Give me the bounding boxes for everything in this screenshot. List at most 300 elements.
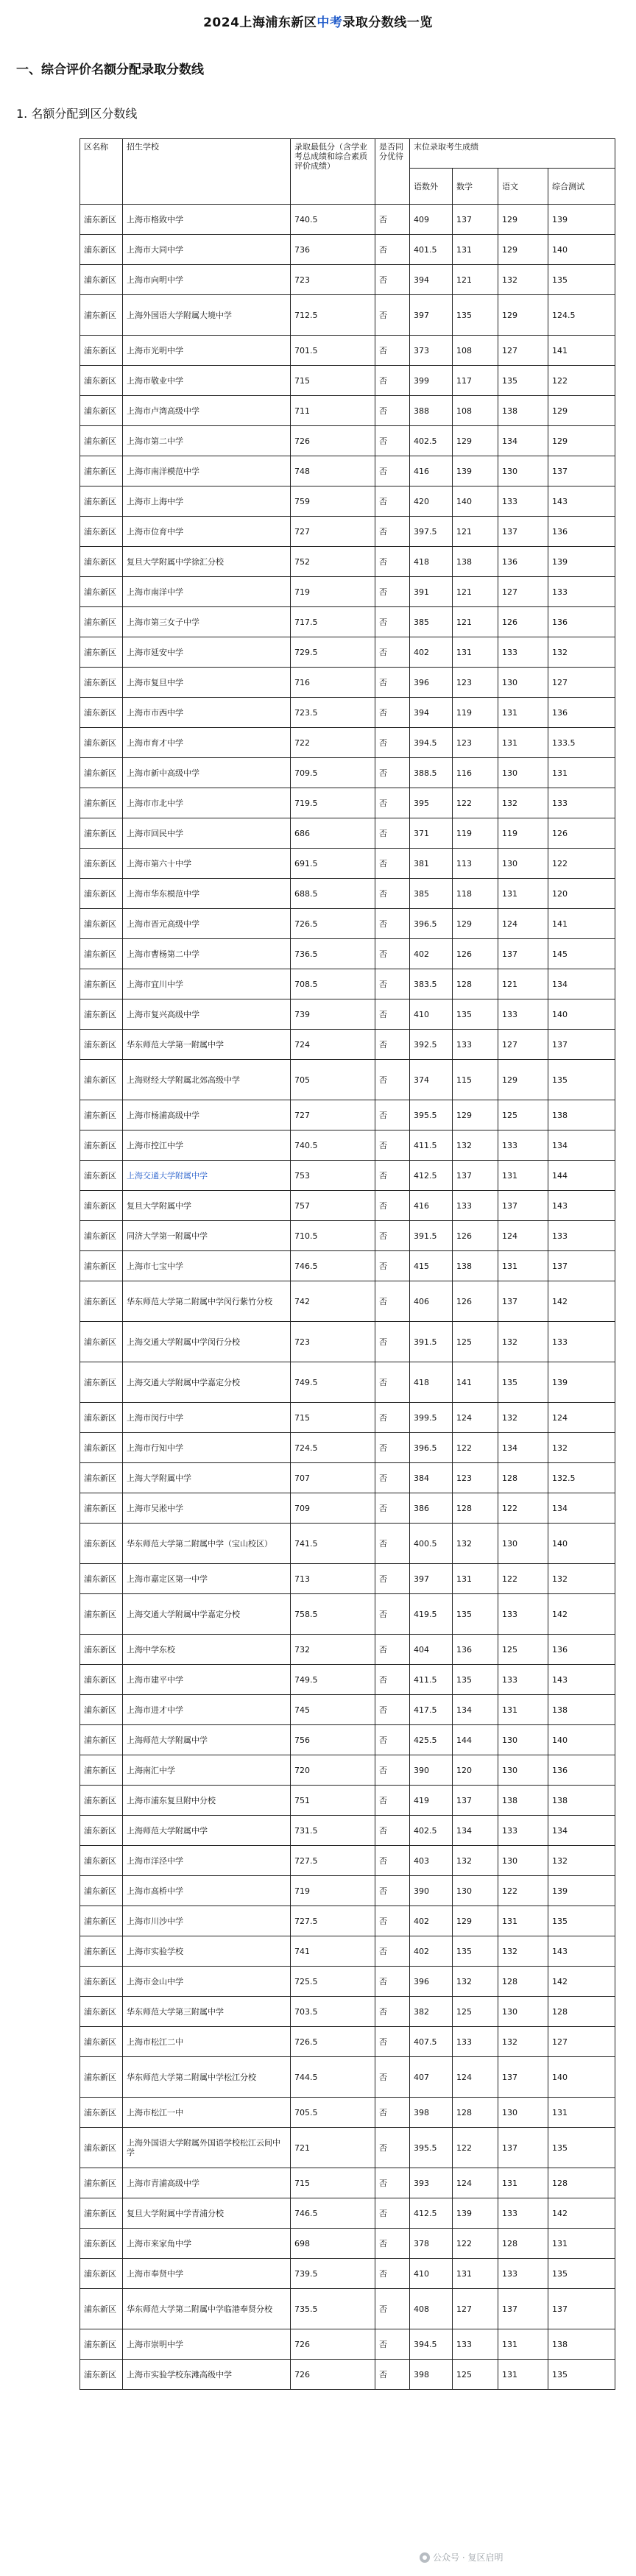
- cell-priority: 否: [375, 788, 410, 818]
- cell-ysw: 396.5: [410, 909, 453, 939]
- cell-priority: 否: [375, 577, 410, 607]
- cell-ysw: 396: [410, 668, 453, 698]
- cell-chinese: 133: [498, 2259, 548, 2289]
- cell-ysw: 384: [410, 1463, 453, 1493]
- cell-comp: 136: [548, 698, 615, 728]
- cell-math: 108: [453, 336, 498, 366]
- cell-comp: 128: [548, 1997, 615, 2027]
- cell-district: 浦东新区: [80, 1281, 123, 1322]
- table-row: [80, 1635, 615, 1665]
- table-row: [80, 456, 615, 486]
- cell-math: 115: [453, 1060, 498, 1100]
- cell-district: 浦东新区: [80, 1936, 123, 1967]
- table-row: [80, 2098, 615, 2128]
- cell-ysw: 408: [410, 2289, 453, 2329]
- cell-district: 浦东新区: [80, 1161, 123, 1191]
- cell-ysw: 388: [410, 396, 453, 426]
- cell-priority: 否: [375, 1251, 410, 1281]
- cell-ysw: 398: [410, 2098, 453, 2128]
- cell-chinese: 131: [498, 728, 548, 758]
- cell-priority: 否: [375, 1755, 410, 1786]
- cell-math: 127: [453, 2289, 498, 2329]
- cell-ysw: 410: [410, 999, 453, 1030]
- cell-chinese: 131: [498, 1251, 548, 1281]
- cell-school: 上海大学附属中学: [123, 1463, 291, 1493]
- cell-chinese: 127: [498, 336, 548, 366]
- cell-district: 浦东新区: [80, 1100, 123, 1130]
- cell-score: 732: [291, 1635, 375, 1665]
- cell-math: 137: [453, 1786, 498, 1816]
- cell-priority: 否: [375, 2098, 410, 2128]
- cell-school: 上海市实验学校东滩高级中学: [123, 2360, 291, 2390]
- cell-ysw: 371: [410, 818, 453, 849]
- cell-district: 浦东新区: [80, 909, 123, 939]
- cell-ysw: 402: [410, 939, 453, 969]
- cell-district: 浦东新区: [80, 2329, 123, 2360]
- cell-comp: 132: [548, 637, 615, 668]
- table-row: [80, 235, 615, 265]
- cell-priority: 否: [375, 2198, 410, 2229]
- cell-ysw: 419: [410, 1786, 453, 1816]
- cell-priority: 否: [375, 909, 410, 939]
- table-row: [80, 1846, 615, 1876]
- cell-comp: 134: [548, 1130, 615, 1161]
- cell-math: 137: [453, 205, 498, 235]
- cell-priority: 否: [375, 1030, 410, 1060]
- cell-ysw: 411.5: [410, 1130, 453, 1161]
- cell-ysw: 385: [410, 879, 453, 909]
- cell-school: 同济大学第一附属中学: [123, 1221, 291, 1251]
- cell-score: 713: [291, 1564, 375, 1594]
- cell-district: 浦东新区: [80, 265, 123, 295]
- cell-ysw: 417.5: [410, 1695, 453, 1725]
- cell-priority: 否: [375, 1846, 410, 1876]
- cell-math: 131: [453, 637, 498, 668]
- cell-school: 上海市第二中学: [123, 426, 291, 456]
- cell-math: 131: [453, 2259, 498, 2289]
- cell-score: 721: [291, 2128, 375, 2168]
- table-row: [80, 939, 615, 969]
- cell-chinese: 137: [498, 1191, 548, 1221]
- cell-chinese: 129: [498, 1060, 548, 1100]
- cell-score: 740.5: [291, 205, 375, 235]
- cell-score: 746.5: [291, 1251, 375, 1281]
- table-row: [80, 2128, 615, 2168]
- table-row: [80, 849, 615, 879]
- cell-priority: 否: [375, 849, 410, 879]
- cell-chinese: 130: [498, 2098, 548, 2128]
- cell-comp: 132.5: [548, 1463, 615, 1493]
- cell-ysw: 394: [410, 265, 453, 295]
- cell-score: 736.5: [291, 939, 375, 969]
- cell-priority: 否: [375, 668, 410, 698]
- cell-chinese: 132: [498, 788, 548, 818]
- table-row: [80, 1403, 615, 1433]
- cell-comp: 141: [548, 909, 615, 939]
- cell-comp: 140: [548, 235, 615, 265]
- score-table-wrapper: [80, 138, 615, 2390]
- cell-school: 上海市崇明中学: [123, 2329, 291, 2360]
- cell-school: 复旦大学附属中学徐汇分校: [123, 547, 291, 577]
- cell-chinese: 130: [498, 668, 548, 698]
- cell-school: 上海市大同中学: [123, 235, 291, 265]
- cell-school: 上海师范大学附属中学: [123, 1816, 291, 1846]
- cell-chinese: 135: [498, 366, 548, 396]
- cell-comp: 143: [548, 1191, 615, 1221]
- cell-chinese: 129: [498, 205, 548, 235]
- cell-ysw: 407.5: [410, 2027, 453, 2057]
- cell-score: 756: [291, 1725, 375, 1755]
- cell-comp: 137: [548, 2289, 615, 2329]
- cell-priority: 否: [375, 758, 410, 788]
- cell-district: 浦东新区: [80, 1463, 123, 1493]
- cell-district: 浦东新区: [80, 577, 123, 607]
- cell-math: 140: [453, 486, 498, 517]
- cell-district: 浦东新区: [80, 1130, 123, 1161]
- title-text: 2024上海浦东新区: [203, 15, 317, 30]
- title-highlight-link[interactable]: 中考: [317, 15, 343, 30]
- cell-comp: 143: [548, 486, 615, 517]
- cell-chinese: 130: [498, 1997, 548, 2027]
- cell-priority: 否: [375, 1161, 410, 1191]
- cell-school: 上海市第三女子中学: [123, 607, 291, 637]
- cell-ysw: 402.5: [410, 426, 453, 456]
- cell-math: 135: [453, 1594, 498, 1635]
- table-row: [80, 637, 615, 668]
- cell-chinese: 119: [498, 818, 548, 849]
- cell-chinese: 133: [498, 637, 548, 668]
- cell-priority: 否: [375, 1524, 410, 1564]
- cell-comp: 145: [548, 939, 615, 969]
- cell-school: 上海市市西中学: [123, 698, 291, 728]
- cell-comp: 127: [548, 668, 615, 698]
- cell-priority: 否: [375, 1876, 410, 1906]
- table-row: [80, 1251, 615, 1281]
- cell-ysw: 425.5: [410, 1725, 453, 1755]
- cell-chinese: 133: [498, 999, 548, 1030]
- cell-comp: 126: [548, 818, 615, 849]
- cell-math: 113: [453, 849, 498, 879]
- cell-math: 134: [453, 1695, 498, 1725]
- cell-chinese: 130: [498, 1846, 548, 1876]
- cell-math: 131: [453, 1564, 498, 1594]
- cell-chinese: 130: [498, 758, 548, 788]
- cell-priority: 否: [375, 2360, 410, 2390]
- cell-district: 浦东新区: [80, 969, 123, 999]
- cell-comp: 133: [548, 788, 615, 818]
- table-row: [80, 1876, 615, 1906]
- cell-school: 上海交通大学附属中学嘉定分校: [123, 1594, 291, 1635]
- header-min-score: 录取最低分（含学业考总成绩和综合素质评价成绩）: [291, 139, 375, 205]
- table-row: [80, 1493, 615, 1524]
- cell-school: 上海市杨浦高级中学: [123, 1100, 291, 1130]
- cell-comp: 127: [548, 2027, 615, 2057]
- cell-school: 上海市延安中学: [123, 637, 291, 668]
- cell-score: 731.5: [291, 1816, 375, 1846]
- cell-score: 716: [291, 668, 375, 698]
- page-title: [0, 12, 636, 30]
- cell-chinese: 124: [498, 909, 548, 939]
- cell-ysw: 391: [410, 577, 453, 607]
- cell-chinese: 132: [498, 1322, 548, 1362]
- cell-district: 浦东新区: [80, 1725, 123, 1755]
- cell-school: 上海外国语大学附属大境中学: [123, 295, 291, 336]
- cell-school: 上海市格致中学: [123, 205, 291, 235]
- cell-score: 723: [291, 1322, 375, 1362]
- cell-chinese: 126: [498, 607, 548, 637]
- cell-school: 华东师范大学第二附属中学闵行紫竹分校: [123, 1281, 291, 1322]
- cell-score: 752: [291, 547, 375, 577]
- cell-priority: 否: [375, 1635, 410, 1665]
- cell-comp: 133: [548, 1322, 615, 1362]
- cell-comp: 135: [548, 2259, 615, 2289]
- cell-chinese: 132: [498, 1936, 548, 1967]
- cell-priority: 否: [375, 235, 410, 265]
- cell-math: 133: [453, 2027, 498, 2057]
- cell-ysw: 374: [410, 1060, 453, 1100]
- table-row: [80, 1665, 615, 1695]
- cell-chinese: 129: [498, 295, 548, 336]
- cell-priority: 否: [375, 818, 410, 849]
- cell-comp: 136: [548, 517, 615, 547]
- cell-chinese: 124: [498, 1221, 548, 1251]
- header-priority: 是否同分优待: [375, 139, 410, 205]
- cell-district: 浦东新区: [80, 1030, 123, 1060]
- cell-comp: 135: [548, 2360, 615, 2390]
- cell-priority: 否: [375, 486, 410, 517]
- header-comprehensive: 综合测试: [548, 169, 615, 205]
- cell-priority: 否: [375, 1665, 410, 1695]
- cell-district: 浦东新区: [80, 999, 123, 1030]
- cell-math: 121: [453, 517, 498, 547]
- cell-priority: 否: [375, 1060, 410, 1100]
- table-row: [80, 2057, 615, 2098]
- table-row: [80, 879, 615, 909]
- cell-school[interactable]: 上海交通大学附属中学: [123, 1161, 291, 1191]
- cell-priority: 否: [375, 1100, 410, 1130]
- cell-ysw: 412.5: [410, 1161, 453, 1191]
- cell-district: 浦东新区: [80, 607, 123, 637]
- cell-district: 浦东新区: [80, 1665, 123, 1695]
- cell-math: 128: [453, 969, 498, 999]
- cell-school: 上海市金山中学: [123, 1967, 291, 1997]
- cell-priority: 否: [375, 1493, 410, 1524]
- cell-comp: 129: [548, 396, 615, 426]
- table-row: [80, 1100, 615, 1130]
- cell-district: 浦东新区: [80, 517, 123, 547]
- cell-school: 复旦大学附属中学青浦分校: [123, 2198, 291, 2229]
- cell-comp: 135: [548, 265, 615, 295]
- cell-district: 浦东新区: [80, 637, 123, 668]
- cell-comp: 129: [548, 426, 615, 456]
- cell-score: 725.5: [291, 1967, 375, 1997]
- cell-district: 浦东新区: [80, 1906, 123, 1936]
- cell-ysw: 391.5: [410, 1221, 453, 1251]
- table-row: [80, 1997, 615, 2027]
- table-row: [80, 607, 615, 637]
- cell-district: 浦东新区: [80, 2098, 123, 2128]
- cell-school: 上海市青浦高级中学: [123, 2168, 291, 2198]
- cell-district: 浦东新区: [80, 2057, 123, 2098]
- cell-comp: 128: [548, 2168, 615, 2198]
- cell-comp: 122: [548, 849, 615, 879]
- cell-chinese: 135: [498, 1362, 548, 1403]
- cell-priority: 否: [375, 1997, 410, 2027]
- score-table: [80, 138, 615, 2390]
- cell-school: 上海市育才中学: [123, 728, 291, 758]
- cell-chinese: 132: [498, 1403, 548, 1433]
- cell-score: 709.5: [291, 758, 375, 788]
- table-row: [80, 698, 615, 728]
- cell-score: 745: [291, 1695, 375, 1725]
- cell-ysw: 396: [410, 1967, 453, 1997]
- cell-district: 浦东新区: [80, 1695, 123, 1725]
- cell-comp: 140: [548, 999, 615, 1030]
- cell-chinese: 127: [498, 577, 548, 607]
- cell-math: 133: [453, 1191, 498, 1221]
- cell-math: 132: [453, 1130, 498, 1161]
- cell-math: 123: [453, 668, 498, 698]
- cell-ysw: 395.5: [410, 1100, 453, 1130]
- table-row: [80, 1524, 615, 1564]
- cell-ysw: 399: [410, 366, 453, 396]
- cell-district: 浦东新区: [80, 939, 123, 969]
- table-row: [80, 2329, 615, 2360]
- cell-comp: 138: [548, 1695, 615, 1725]
- table-row: [80, 336, 615, 366]
- cell-ysw: 418: [410, 1362, 453, 1403]
- cell-district: 浦东新区: [80, 1564, 123, 1594]
- cell-score: 742: [291, 1281, 375, 1322]
- cell-district: 浦东新区: [80, 2128, 123, 2168]
- cell-math: 130: [453, 1876, 498, 1906]
- cell-math: 129: [453, 426, 498, 456]
- cell-priority: 否: [375, 1362, 410, 1403]
- cell-score: 727.5: [291, 1906, 375, 1936]
- cell-comp: 131: [548, 758, 615, 788]
- cell-priority: 否: [375, 698, 410, 728]
- cell-math: 119: [453, 698, 498, 728]
- cell-district: 浦东新区: [80, 1967, 123, 1997]
- cell-score: 753: [291, 1161, 375, 1191]
- table-row: [80, 1594, 615, 1635]
- cell-priority: 否: [375, 607, 410, 637]
- cell-priority: 否: [375, 999, 410, 1030]
- cell-district: 浦东新区: [80, 2027, 123, 2057]
- cell-priority: 否: [375, 2329, 410, 2360]
- cell-math: 124: [453, 2057, 498, 2098]
- cell-math: 124: [453, 1403, 498, 1433]
- cell-math: 135: [453, 295, 498, 336]
- watermark-text: 公众号 · 复区启明: [433, 2552, 504, 2563]
- cell-ysw: 395: [410, 788, 453, 818]
- cell-district: 浦东新区: [80, 1786, 123, 1816]
- cell-ysw: 394.5: [410, 2329, 453, 2360]
- cell-priority: 否: [375, 939, 410, 969]
- cell-score: 691.5: [291, 849, 375, 879]
- cell-ysw: 403: [410, 1846, 453, 1876]
- table-row: [80, 2259, 615, 2289]
- table-row: [80, 265, 615, 295]
- cell-school: 华东师范大学第二附属中学（宝山校区）: [123, 1524, 291, 1564]
- cell-score: 715: [291, 2168, 375, 2198]
- cell-priority: 否: [375, 295, 410, 336]
- cell-ysw: 390: [410, 1755, 453, 1786]
- table-row: [80, 396, 615, 426]
- cell-score: 740.5: [291, 1130, 375, 1161]
- cell-score: 748: [291, 456, 375, 486]
- cell-score: 724: [291, 1030, 375, 1060]
- cell-district: 浦东新区: [80, 205, 123, 235]
- cell-priority: 否: [375, 1281, 410, 1322]
- cell-district: 浦东新区: [80, 426, 123, 456]
- cell-score: 739: [291, 999, 375, 1030]
- cell-comp: 131: [548, 2098, 615, 2128]
- table-row: [80, 486, 615, 517]
- cell-math: 117: [453, 366, 498, 396]
- cell-comp: 143: [548, 1936, 615, 1967]
- cell-district: 浦东新区: [80, 1816, 123, 1846]
- cell-ysw: 386: [410, 1493, 453, 1524]
- cell-score: 705.5: [291, 2098, 375, 2128]
- cell-priority: 否: [375, 1221, 410, 1251]
- cell-chinese: 131: [498, 1695, 548, 1725]
- cell-math: 123: [453, 728, 498, 758]
- table-row: [80, 1221, 615, 1251]
- cell-chinese: 131: [498, 1906, 548, 1936]
- cell-priority: 否: [375, 2229, 410, 2259]
- cell-ysw: 402: [410, 1906, 453, 1936]
- cell-ysw: 416: [410, 1191, 453, 1221]
- cell-math: 144: [453, 1725, 498, 1755]
- cell-math: 124: [453, 2168, 498, 2198]
- cell-score: 715: [291, 1403, 375, 1433]
- cell-chinese: 133: [498, 1130, 548, 1161]
- cell-comp: 140: [548, 1725, 615, 1755]
- table-row: [80, 2229, 615, 2259]
- table-row: [80, 1936, 615, 1967]
- cell-math: 138: [453, 547, 498, 577]
- table-row: [80, 1191, 615, 1221]
- cell-ysw: 419.5: [410, 1594, 453, 1635]
- cell-score: 724.5: [291, 1433, 375, 1463]
- cell-priority: 否: [375, 547, 410, 577]
- cell-school: 上海财经大学附属北郊高级中学: [123, 1060, 291, 1100]
- cell-ysw: 402.5: [410, 1816, 453, 1846]
- cell-school: 上海市向明中学: [123, 265, 291, 295]
- cell-math: 135: [453, 1665, 498, 1695]
- cell-ysw: 378: [410, 2229, 453, 2259]
- table-row: [80, 728, 615, 758]
- cell-chinese: 130: [498, 1725, 548, 1755]
- cell-math: 129: [453, 909, 498, 939]
- cell-chinese: 128: [498, 1967, 548, 1997]
- cell-comp: 136: [548, 1635, 615, 1665]
- cell-district: 浦东新区: [80, 366, 123, 396]
- cell-comp: 134: [548, 1816, 615, 1846]
- cell-comp: 142: [548, 1281, 615, 1322]
- cell-comp: 124: [548, 1403, 615, 1433]
- cell-chinese: 134: [498, 1433, 548, 1463]
- cell-school: 上海师范大学附属中学: [123, 1725, 291, 1755]
- cell-chinese: 128: [498, 2229, 548, 2259]
- cell-ysw: 393: [410, 2168, 453, 2198]
- cell-math: 125: [453, 1997, 498, 2027]
- cell-priority: 否: [375, 1967, 410, 1997]
- cell-math: 132: [453, 1524, 498, 1564]
- cell-score: 726: [291, 2329, 375, 2360]
- cell-district: 浦东新区: [80, 1524, 123, 1564]
